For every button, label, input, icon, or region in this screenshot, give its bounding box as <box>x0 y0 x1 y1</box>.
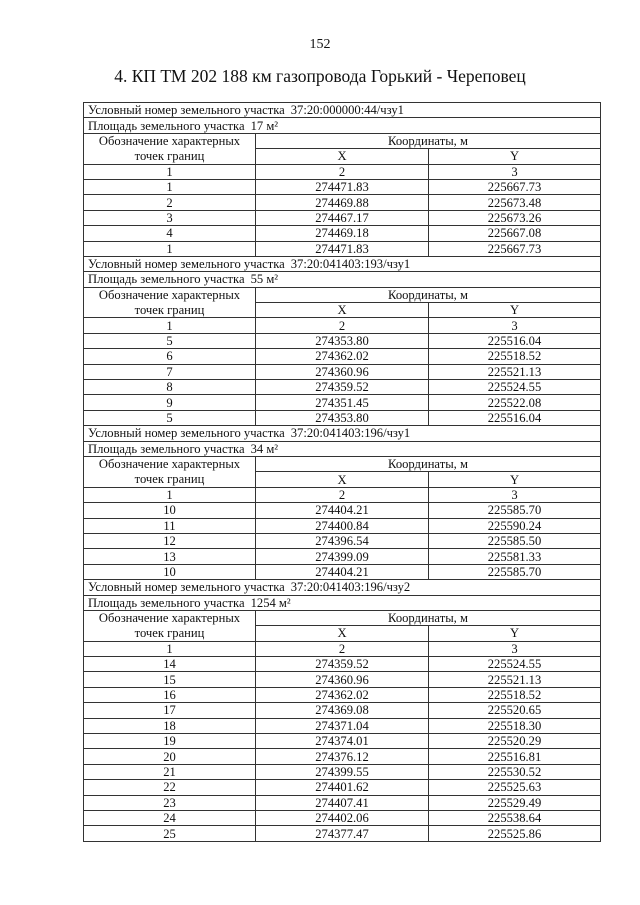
point-number-cell: 16 <box>84 687 256 702</box>
x-coordinate-cell: 274360.96 <box>256 672 429 687</box>
y-coordinate-cell: 225673.48 <box>429 195 601 210</box>
x-coordinate-cell: 274407.41 <box>256 795 429 810</box>
y-header: Y <box>429 303 601 318</box>
y-coordinate-cell: 225667.73 <box>429 241 601 256</box>
x-coordinate-cell: 274400.84 <box>256 518 429 533</box>
y-header: Y <box>429 626 601 641</box>
x-coordinate-cell: 274360.96 <box>256 364 429 379</box>
x-coordinate-cell: 274353.80 <box>256 410 429 425</box>
column-index-row <box>84 487 601 502</box>
point-number-cell: 19 <box>84 734 256 749</box>
column-index-1: 1 <box>84 641 256 656</box>
column-index-2: 2 <box>256 641 429 656</box>
y-coordinate-cell: 225520.29 <box>429 734 601 749</box>
point-number-cell: 24 <box>84 810 256 825</box>
column-index-row <box>84 318 601 333</box>
coordinates-header: Координаты, м <box>256 456 601 471</box>
y-coordinate-cell: 225585.70 <box>429 564 601 579</box>
x-coordinate-cell: 274362.02 <box>256 349 429 364</box>
parcel-area-value: 55 м² <box>250 272 279 287</box>
parcel-area-cell <box>84 118 601 133</box>
table-row <box>84 395 601 410</box>
parcel-number-cell <box>84 426 601 441</box>
y-coordinate-cell: 225518.52 <box>429 687 601 702</box>
y-coordinate-cell: 225518.30 <box>429 718 601 733</box>
y-coordinate-cell: 225516.04 <box>429 333 601 348</box>
y-coordinate-cell: 225590.24 <box>429 518 601 533</box>
x-coordinate-cell: 274376.12 <box>256 749 429 764</box>
x-coordinate-cell: 274359.52 <box>256 657 429 672</box>
column-subheader-row <box>84 303 601 318</box>
parcel-number-row <box>84 426 601 441</box>
parcel-number-value: 37:20:041403:196/чзу1 <box>290 426 411 441</box>
table-row <box>84 703 601 718</box>
table-row <box>84 564 601 579</box>
point-number-cell: 9 <box>84 395 256 410</box>
parcel-number-value: 37:20:041403:196/чзу2 <box>290 580 411 595</box>
y-coordinate-cell: 225525.86 <box>429 826 601 841</box>
point-number-cell: 1 <box>84 241 256 256</box>
x-header: X <box>256 303 429 318</box>
y-coordinate-cell: 225581.33 <box>429 549 601 564</box>
point-number-cell: 15 <box>84 672 256 687</box>
point-number-cell: 4 <box>84 226 256 241</box>
parcel-area-row <box>84 595 601 610</box>
table-row <box>84 657 601 672</box>
x-coordinate-cell: 274467.17 <box>256 210 429 225</box>
parcel-number-row <box>84 580 601 595</box>
table-row <box>84 795 601 810</box>
parcel-number-cell <box>84 580 601 595</box>
x-coordinate-cell: 274471.83 <box>256 179 429 194</box>
point-number-cell: 23 <box>84 795 256 810</box>
parcel-area-value: 34 м² <box>250 441 279 456</box>
point-number-cell: 7 <box>84 364 256 379</box>
y-coordinate-cell: 225525.63 <box>429 780 601 795</box>
point-number-cell: 13 <box>84 549 256 564</box>
column-index-3: 3 <box>429 164 601 179</box>
point-designation-header: Обозначение характерных <box>84 133 256 148</box>
parcel-area-value: 1254 м² <box>250 595 291 610</box>
column-header-row <box>84 287 601 302</box>
parcel-area-label: Площадь земельного участка <box>88 595 245 610</box>
table-row <box>84 826 601 841</box>
table-row <box>84 718 601 733</box>
point-number-cell: 10 <box>84 503 256 518</box>
table-row <box>84 549 601 564</box>
point-number-cell: 18 <box>84 718 256 733</box>
table-row <box>84 533 601 548</box>
x-coordinate-cell: 274353.80 <box>256 333 429 348</box>
column-subheader-row <box>84 472 601 487</box>
point-number-cell: 17 <box>84 703 256 718</box>
table-row <box>84 349 601 364</box>
parcel-number-label: Условный номер земельного участка <box>88 257 285 272</box>
parcel-number-value: 37:20:041403:193/чзу1 <box>290 257 411 272</box>
coordinates-header: Координаты, м <box>256 133 601 148</box>
table-row <box>84 195 601 210</box>
page-number: 152 <box>309 37 331 52</box>
x-coordinate-cell: 274371.04 <box>256 718 429 733</box>
column-index-2: 2 <box>256 318 429 333</box>
y-header: Y <box>429 149 601 164</box>
point-number-cell: 11 <box>84 518 256 533</box>
column-index-2: 2 <box>256 487 429 502</box>
point-designation-header-line2: точек границ <box>84 303 256 318</box>
column-index-row <box>84 164 601 179</box>
y-coordinate-cell: 225673.26 <box>429 210 601 225</box>
x-coordinate-cell: 274469.88 <box>256 195 429 210</box>
x-header: X <box>256 472 429 487</box>
table-row <box>84 672 601 687</box>
point-number-cell: 12 <box>84 533 256 548</box>
parcel-area-row <box>84 441 601 456</box>
table-row <box>84 226 601 241</box>
y-header: Y <box>429 472 601 487</box>
point-number-cell: 6 <box>84 349 256 364</box>
point-number-cell: 2 <box>84 195 256 210</box>
x-coordinate-cell: 274369.08 <box>256 703 429 718</box>
x-coordinate-cell: 274401.62 <box>256 780 429 795</box>
table-row <box>84 687 601 702</box>
x-header: X <box>256 626 429 641</box>
point-number-cell: 5 <box>84 410 256 425</box>
parcel-number-value: 37:20:000000:44/чзу1 <box>290 103 404 118</box>
x-coordinate-cell: 274377.47 <box>256 826 429 841</box>
point-designation-header-line2: точек границ <box>84 626 256 641</box>
parcel-area-cell <box>84 441 601 456</box>
column-index-1: 1 <box>84 487 256 502</box>
parcel-number-cell <box>84 256 601 271</box>
parcel-area-row <box>84 272 601 287</box>
parcel-number-row <box>84 256 601 271</box>
parcel-area-label: Площадь земельного участка <box>88 118 245 133</box>
table-row <box>84 764 601 779</box>
table-row <box>84 364 601 379</box>
point-number-cell: 5 <box>84 333 256 348</box>
x-coordinate-cell: 274396.54 <box>256 533 429 548</box>
x-coordinate-cell: 274374.01 <box>256 734 429 749</box>
table-row <box>84 333 601 348</box>
y-coordinate-cell: 225518.52 <box>429 349 601 364</box>
column-header-row <box>84 456 601 471</box>
y-coordinate-cell: 225529.49 <box>429 795 601 810</box>
parcel-number-label: Условный номер земельного участка <box>88 580 285 595</box>
point-designation-header: Обозначение характерных <box>84 456 256 471</box>
table-row <box>84 241 601 256</box>
table-row <box>84 380 601 395</box>
y-coordinate-cell: 225538.64 <box>429 810 601 825</box>
parcel-area-row <box>84 118 601 133</box>
point-number-cell: 3 <box>84 210 256 225</box>
parcel-area-cell <box>84 595 601 610</box>
coordinates-table-body <box>84 103 601 842</box>
point-designation-header-line2: точек границ <box>84 472 256 487</box>
x-coordinate-cell: 274469.18 <box>256 226 429 241</box>
parcel-area-label: Площадь земельного участка <box>88 272 245 287</box>
table-row <box>84 780 601 795</box>
y-coordinate-cell: 225521.13 <box>429 672 601 687</box>
point-number-cell: 10 <box>84 564 256 579</box>
table-row <box>84 179 601 194</box>
y-coordinate-cell: 225516.04 <box>429 410 601 425</box>
x-coordinate-cell: 274399.09 <box>256 549 429 564</box>
x-coordinate-cell: 274359.52 <box>256 380 429 395</box>
column-index-1: 1 <box>84 318 256 333</box>
column-index-3: 3 <box>429 641 601 656</box>
x-coordinate-cell: 274362.02 <box>256 687 429 702</box>
coordinates-table <box>83 102 601 842</box>
table-row <box>84 503 601 518</box>
parcel-area-value: 17 м² <box>250 118 279 133</box>
point-number-cell: 20 <box>84 749 256 764</box>
y-coordinate-cell: 225667.73 <box>429 179 601 194</box>
point-number-cell: 21 <box>84 764 256 779</box>
column-header-row <box>84 133 601 148</box>
column-index-2: 2 <box>256 164 429 179</box>
y-coordinate-cell: 225522.08 <box>429 395 601 410</box>
point-number-cell: 14 <box>84 657 256 672</box>
point-designation-header: Обозначение характерных <box>84 610 256 625</box>
column-index-row <box>84 641 601 656</box>
column-index-3: 3 <box>429 318 601 333</box>
table-row <box>84 410 601 425</box>
document-title: 4. КП ТМ 202 188 км газопровода Горький - Череповец <box>114 66 526 86</box>
point-number-cell: 8 <box>84 380 256 395</box>
table-row <box>84 734 601 749</box>
parcel-area-label: Площадь земельного участка <box>88 441 245 456</box>
x-coordinate-cell: 274351.45 <box>256 395 429 410</box>
table-row <box>84 518 601 533</box>
column-subheader-row <box>84 149 601 164</box>
table-row <box>84 810 601 825</box>
parcel-number-row <box>84 103 601 118</box>
y-coordinate-cell: 225530.52 <box>429 764 601 779</box>
coordinates-header: Координаты, м <box>256 610 601 625</box>
parcel-number-label: Условный номер земельного участка <box>88 103 285 118</box>
coordinates-header: Координаты, м <box>256 287 601 302</box>
y-coordinate-cell: 225516.81 <box>429 749 601 764</box>
column-subheader-row <box>84 626 601 641</box>
y-coordinate-cell: 225585.70 <box>429 503 601 518</box>
x-coordinate-cell: 274399.55 <box>256 764 429 779</box>
y-coordinate-cell: 225585.50 <box>429 533 601 548</box>
point-number-cell: 25 <box>84 826 256 841</box>
y-coordinate-cell: 225524.55 <box>429 657 601 672</box>
table-row <box>84 749 601 764</box>
y-coordinate-cell: 225524.55 <box>429 380 601 395</box>
x-header: X <box>256 149 429 164</box>
y-coordinate-cell: 225520.65 <box>429 703 601 718</box>
point-number-cell: 1 <box>84 179 256 194</box>
point-designation-header-line2: точек границ <box>84 149 256 164</box>
x-coordinate-cell: 274471.83 <box>256 241 429 256</box>
x-coordinate-cell: 274402.06 <box>256 810 429 825</box>
x-coordinate-cell: 274404.21 <box>256 564 429 579</box>
table-row <box>84 210 601 225</box>
y-coordinate-cell: 225667.08 <box>429 226 601 241</box>
parcel-area-cell <box>84 272 601 287</box>
x-coordinate-cell: 274404.21 <box>256 503 429 518</box>
parcel-number-cell <box>84 103 601 118</box>
column-index-3: 3 <box>429 487 601 502</box>
y-coordinate-cell: 225521.13 <box>429 364 601 379</box>
point-number-cell: 22 <box>84 780 256 795</box>
column-index-1: 1 <box>84 164 256 179</box>
point-designation-header: Обозначение характерных <box>84 287 256 302</box>
parcel-number-label: Условный номер земельного участка <box>88 426 285 441</box>
column-header-row <box>84 610 601 625</box>
